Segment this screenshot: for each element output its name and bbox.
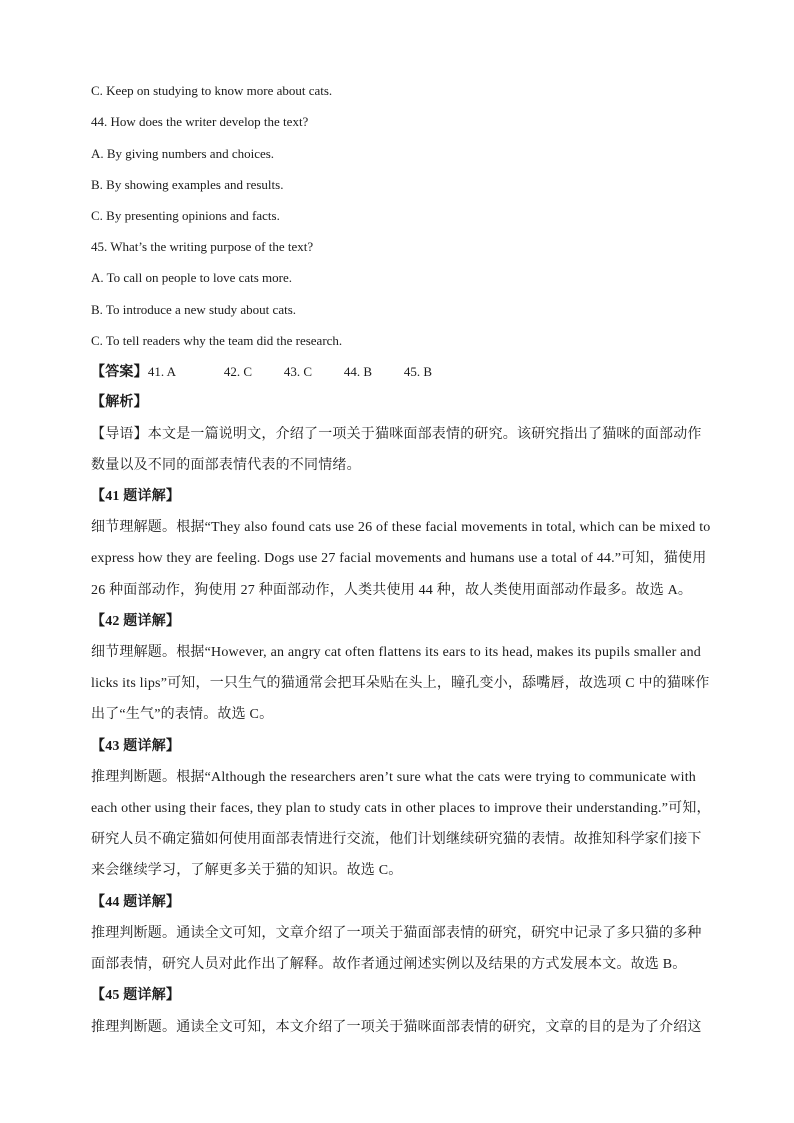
q43-detail-line-1: 推理判断题。根据“Although the researchers aren’t sure what the cats were trying to communicate with (91, 770, 696, 785)
answer-42: 42. C (223, 364, 252, 379)
q42-detail-line-2: licks its lips”可知，一只生气的猫通常会把耳朵贴在头上，瞳孔变小，舔嘴唇，故选项 C 中的猫咪作 (91, 676, 710, 691)
q45-stem: 45. What’s the writing purpose of the text? (91, 239, 314, 254)
answer-label: 【答案】 (91, 365, 148, 380)
q42-detail-heading: 【42 题详解】 (91, 614, 181, 629)
q41-detail-line-3: 26 种面部动作，狗使用 27 种面部动作，人类共使用 44 种，故人类使用面部动作最多。故选 A。 (91, 583, 693, 598)
q44-detail-line-2: 面部表情，研究人员对此作出了解释。故作者通过阐述实例以及结果的方式发展本文。故选 B。 (91, 957, 687, 972)
q44-option-a: A. By giving numbers and choices. (91, 146, 275, 161)
q44-stem: 44. How does the writer develop the text? (91, 114, 309, 129)
q43-detail-line-3: 研究人员不确定猫如何使用面部表情进行交流，他们计划继续研究猫的表情。故推知科学家们接下 (91, 832, 702, 847)
q41-detail-line-2: express how they are feeling. Dogs use 27 facial movements and humans use a total of 44.”可知，猫使用 (91, 551, 707, 566)
q42-detail-line-1: 细节理解题。根据“However, an angry cat often flattens its ears to its head, makes its pupils smaller and (91, 645, 701, 660)
answer-41: 41. A (147, 364, 176, 379)
answer-44: 44. B (343, 364, 372, 379)
q44-option-c: C. By presenting opinions and facts. (91, 208, 280, 223)
answer-line (91, 362, 711, 383)
analysis-heading: 【解析】 (91, 395, 148, 410)
q45-detail-line-1: 推理判断题。通读全文可知，本文介绍了一项关于猫咪面部表情的研究，文章的目的是为了介绍这 (91, 1020, 702, 1035)
guide-line-1: 【导语】本文是一篇说明文，介绍了一项关于猫咪面部表情的研究。该研究指出了猫咪的面部动作 (91, 427, 702, 442)
q44-detail-heading: 【44 题详解】 (91, 895, 181, 910)
guide-line-2: 数量以及不同的面部表情代表的不同情绪。 (91, 458, 361, 473)
answer-45: 45. B (403, 364, 432, 379)
q43-detail-line-2: each other using their faces, they plan to study cats in other places to improve their understanding.”可知， (91, 801, 711, 816)
q43-detail-heading: 【43 题详解】 (91, 739, 181, 754)
q45-option-a: A. To call on people to love cats more. (91, 270, 293, 285)
answer-43: 43. C (283, 364, 312, 379)
q43-detail-line-4: 来会继续学习，了解更多关于猫的知识。故选 C。 (91, 863, 403, 878)
q45-option-b: B. To introduce a new study about cats. (91, 302, 297, 317)
q42-detail-line-3: 出了“生气”的表情。故选 C。 (91, 707, 274, 722)
q45-option-c: C. To tell readers why the team did the research. (91, 333, 343, 348)
q44-detail-line-1: 推理判断题。通读全文可知，文章介绍了一项关于猫面部表情的研究，研究中记录了多只猫的多种 (91, 926, 702, 941)
q41-detail-line-1: 细节理解题。根据“They also found cats use 26 of these facial movements in total, which can be mixed to (91, 520, 711, 535)
q41-detail-heading: 【41 题详解】 (91, 489, 181, 504)
q45-detail-heading: 【45 题详解】 (91, 988, 181, 1003)
q44-option-b: B. By showing examples and results. (91, 177, 284, 192)
q43-option-c: C. Keep on studying to know more about cats. (91, 83, 333, 98)
